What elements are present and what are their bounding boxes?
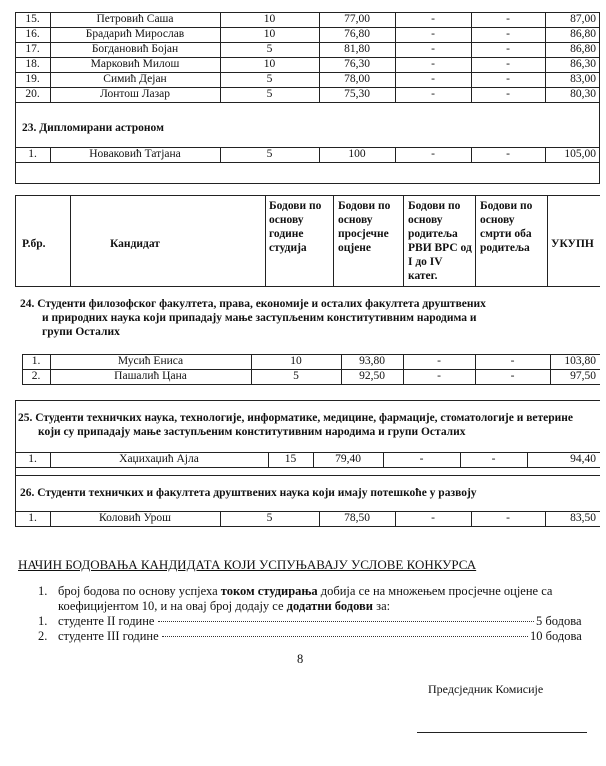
table-cell-avg: 92,50 [359,370,385,382]
header-rvi: Бодови по основу родитеља РВИ ВРС од I до IV катег. [408,200,472,282]
table-cell-avg: 78,00 [344,73,370,85]
method-item1-f: за: [373,599,391,613]
table-cell-years: 5 [266,88,273,100]
table-cell-death: - [510,370,515,382]
section-24-title-line3: групи Осталих [42,326,120,338]
table-cell-rb: 15. [25,13,40,25]
header-total: УКУПН [551,238,594,250]
method-item2-num: 1. [38,614,48,628]
method-item3-num: 2. [38,629,48,643]
method-item1-line1 [58,584,552,599]
table-cell-avg: 81,80 [344,43,370,55]
table-cell-death: - [506,13,510,25]
table-cell-avg: 76,80 [344,28,370,40]
table-cell-rb: 1. [31,355,41,367]
method-item2-leader [158,621,534,622]
table-cell-avg: 93,80 [359,355,385,367]
frame-right [599,102,600,184]
section-24-title-line2: и природних наука који припадају мање заступљеним конститутивним народима и [42,312,477,324]
table-cell-total: 103,80 [564,355,596,367]
section-24-title-line1: 24. Студенти филозофског факултета, права, економије и осталих факултета друштвених [20,298,486,310]
table-cell-total: 86,80 [570,28,596,40]
s26-name: Коловић Урош [99,512,171,524]
method-item1-b: током студирања [220,584,318,598]
table-cell-rvi: - [431,28,435,40]
table-cell-rvi: - [437,355,441,367]
s23-rb: 1. [28,148,37,160]
table-cell-rb: 16. [25,28,40,40]
table-cell-avg: 77,00 [344,13,370,25]
table-cell-name: Богдановић Бојан [91,43,179,55]
table-cell-years: 5 [266,43,273,55]
s23-rvi: - [431,148,435,160]
table-cell-name: Мусић Ениса [117,355,184,367]
frame-left [15,102,16,184]
s26-death: - [506,512,510,524]
s25-years: 15 [284,453,297,465]
header-rb: Р.бр. [22,238,46,250]
s23-total: 105,00 [564,148,596,160]
method-item3-leader [162,636,528,637]
table-cell-years: 5 [293,370,299,382]
table-cell-total: 87,00 [570,13,596,25]
s23-years: 5 [266,148,273,160]
table-cell-years: 10 [290,355,302,367]
s26-years: 5 [266,512,273,524]
method-item1-a: број бодова по основу успјеха [58,584,221,598]
s25-name: Хаџихаџић Ајла [119,453,199,465]
section-25-top-rule [15,400,600,401]
table-cell-death: - [506,58,510,70]
section-25-title-line2: који су припадају мање заступљеним конститутивним народима и групи Осталих [38,426,466,438]
s26-total: 83,50 [570,512,596,524]
s26-rb: 1. [28,512,37,524]
s23-death: - [506,148,510,160]
s25-total: 94,40 [570,453,596,465]
table-cell-total: 83,00 [570,73,596,85]
table-cell-rb: 17. [25,43,40,55]
section-26-top-rule [15,475,600,476]
header-candidate: Кандидат [110,238,160,250]
method-item3-points: 10 бодова [530,629,582,643]
table-cell-name: Петровић Саша [96,13,174,25]
table-cell-death: - [506,43,510,55]
s26-rvi: - [431,512,435,524]
table-cell-rb: 19. [25,73,40,85]
table-cell-name: Симић Дејан [103,73,167,85]
section-25-title-line1: 25. Студенти техничких наука, технологије, информатике, медицине, фармације, стоматологије и ветерине [18,412,574,424]
method-item2-points: 5 бодова [536,614,582,628]
method-item3-text: студенте III године [58,629,159,643]
table-cell-total: 80,30 [570,88,596,100]
table-cell-years: 10 [263,13,276,25]
method-item2-text: студенте II године [58,614,155,628]
table-cell-death: - [510,355,515,367]
table-cell-years: 10 [263,28,276,40]
header-death: Бодови по основу смрти оба родитеља [480,200,533,254]
table-cell-total: 86,80 [570,43,596,55]
signature-line [417,732,587,733]
header-years: Бодови по основу године студија [269,200,322,254]
method-item1-d: коефицијентом 10, и на овај број додају се [58,599,287,613]
table-cell-death: - [506,28,510,40]
table-cell-total: 86,30 [570,58,596,70]
table-cell-rb: 18. [25,58,40,70]
table-cell-rvi: - [431,73,435,85]
method-item1-line2 [58,599,390,614]
s26-avg: 78,50 [344,512,370,524]
s25-rvi: - [419,453,424,465]
table-cell-death: - [506,88,510,100]
table-cell-rvi: - [437,370,441,382]
signature-label: Предсједник Комисије [428,682,544,696]
table-cell-avg: 75,30 [344,88,370,100]
section-23-title: 23. Дипломирани астроном [22,122,164,134]
s23-name: Новаковић Татјана [89,148,181,160]
table-cell-rvi: - [431,58,435,70]
s25-avg: 79,40 [335,453,361,465]
s25-death: - [491,453,496,465]
page-number: 8 [297,652,304,666]
table-cell-rvi: - [431,43,435,55]
table-cell-death: - [506,73,510,85]
s25-rb: 1. [28,453,37,465]
method-heading: НАЧИН БОДОВАЊА КАНДИДАТА КОЈИ УСПУЊАВАЈУ УСЛОВЕ КОНКУРСА [18,557,477,572]
table-cell-years: 5 [266,73,273,85]
table-cell-name: Лонтош Лазар [99,88,171,100]
method-item1-num: 1. [38,584,48,598]
table-cell-rb: 20. [25,88,40,100]
table-cell-total: 97,50 [570,370,596,382]
s23-avg: 100 [348,148,366,160]
table-cell-years: 10 [263,58,276,70]
header-avg: Бодови по основу просјечне оцјене [338,200,391,254]
table-cell-avg: 76,30 [344,58,370,70]
table-cell-rb: 2. [31,370,41,382]
section-23-bottom-rule [15,183,600,184]
table-cell-rvi: - [431,13,435,25]
table-cell-name: Марковић Милош [90,58,180,70]
method-item1-c: добија се на множењем просјечне оцјене са [317,584,553,598]
table-cell-name: Брадарић Мирослав [85,28,185,40]
section-26-title: 26. Студенти техничких и факултета друштвених наука који имају потешкоће у развоју [20,487,477,499]
method-item1-e: додатни бодови [286,599,373,613]
table-cell-rvi: - [431,88,435,100]
table-cell-name: Пашалић Цана [114,370,187,382]
